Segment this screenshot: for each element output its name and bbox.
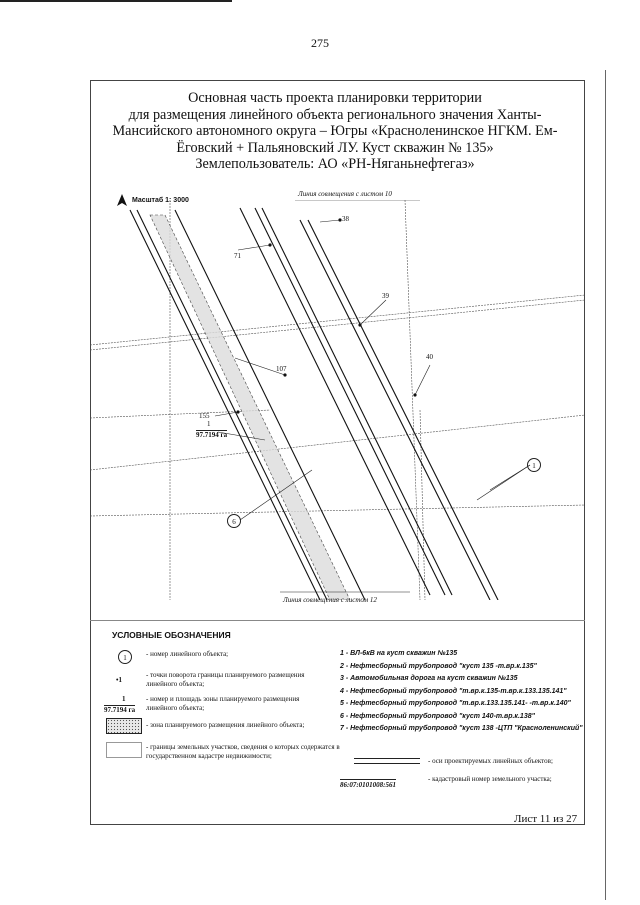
object-marker-6: 6 bbox=[227, 514, 241, 528]
point-label-38: 38 bbox=[342, 215, 349, 223]
legend-object-6: 6 - Нефтесборный трубопровод "куст 140-т.вр.к.138" bbox=[340, 712, 535, 720]
legend-axes-symbol bbox=[354, 758, 420, 764]
point-label-40: 40 bbox=[426, 353, 433, 361]
legend-cadastral-symbol: 86:07:0101008:561 bbox=[340, 781, 396, 789]
legend-circle-symbol: 1 bbox=[118, 650, 132, 664]
legend-zone-area-symbol: 97.7194 га bbox=[104, 706, 136, 714]
legend-divider bbox=[90, 620, 585, 621]
title-line-5: Землепользователь: АО «РН-Няганьнефтегаз» bbox=[195, 156, 475, 172]
legend-desc-turn-points: - точки поворота границы планируемого размещения линейного объекта; bbox=[146, 671, 305, 688]
alignment-line-bottom-label: Линия совмещения с листом 12 bbox=[283, 596, 377, 604]
legend-zone-symbol bbox=[106, 718, 142, 734]
legend-object-5: 5 - Нефтесборный трубопровод "т.вр.к.133.135.141- -т.вр.к.140" bbox=[340, 700, 571, 707]
document-title bbox=[100, 90, 570, 173]
legend-desc-object-number: - номер линейного объекта; bbox=[146, 650, 229, 658]
right-edge-mark bbox=[605, 70, 606, 900]
legend-point-symbol: •1 bbox=[116, 676, 122, 684]
point-label-155: 155 bbox=[199, 412, 210, 420]
point-label-107: 107 bbox=[276, 365, 287, 373]
legend-desc-cadastral: - кадастровый номер земельного участка; bbox=[428, 775, 552, 783]
zone-area-label: 97.7194 га bbox=[196, 431, 228, 439]
zone-number-label: 1 bbox=[207, 420, 211, 428]
title-line-4: Ёговский + Пальяновский ЛУ. Куст скважин № 135» bbox=[176, 139, 494, 156]
legend-object-7: 7 - Нефтесборный трубопровод "куст 138 -ЦТП "Красноленинский" bbox=[340, 725, 583, 732]
site-plan-map bbox=[90, 200, 585, 600]
legend-object-4: 4 - Нефтесборный трубопровод "т.вр.к.135-т.вр.к.133.135.141" bbox=[340, 687, 567, 695]
legend-zone-number-symbol: 1 bbox=[122, 695, 126, 703]
title-line-3: Мансийского автономного округа – Югры «Красноленинское НГКМ. Ем- bbox=[112, 123, 558, 139]
object-marker-1: 1 bbox=[527, 458, 541, 472]
title-line-1: Основная часть проекта планировки территории bbox=[188, 90, 482, 106]
legend-desc-axes: - оси проектируемых линейных объектов; bbox=[428, 757, 553, 765]
page-number: 275 bbox=[311, 36, 329, 50]
title-line-2: для размещения линейного объекта регионального значения Ханты- bbox=[128, 106, 542, 123]
map-scale: Масштаб 1: 3000 bbox=[132, 197, 189, 204]
point-label-39: 39 bbox=[382, 292, 389, 300]
legend-desc-land-plots: - границы земельных участков, сведения о которых содержатся в государственном кадастре недвижимости; bbox=[146, 743, 340, 760]
point-label-71: 71 bbox=[234, 252, 241, 260]
legend-desc-zone-number-area: - номер и площадь зоны планируемого размещения линейного объекта; bbox=[146, 695, 300, 712]
legend-land-plot-symbol bbox=[106, 742, 142, 758]
legend-title: УСЛОВНЫЕ ОБОЗНАЧЕНИЯ bbox=[112, 630, 231, 640]
alignment-line-top-label: Линия совмещения с листом 10 bbox=[298, 190, 392, 198]
legend-object-2: 2 - Нефтесборный трубопровод "куст 135 -т.вр.к.135" bbox=[340, 662, 537, 670]
legend-objects-list bbox=[340, 650, 600, 738]
legend-object-1: 1 - ВЛ-6кВ на куст скважин №135 bbox=[340, 650, 458, 657]
legend-desc-zone: - зона планируемого размещения линейного объекта; bbox=[146, 721, 305, 729]
legend-object-3: 3 - Автомобильная дорога на куст скважин №135 bbox=[340, 675, 518, 682]
sheet-number: Лист 11 из 27 bbox=[514, 813, 578, 825]
top-edge-mark bbox=[0, 0, 232, 2]
